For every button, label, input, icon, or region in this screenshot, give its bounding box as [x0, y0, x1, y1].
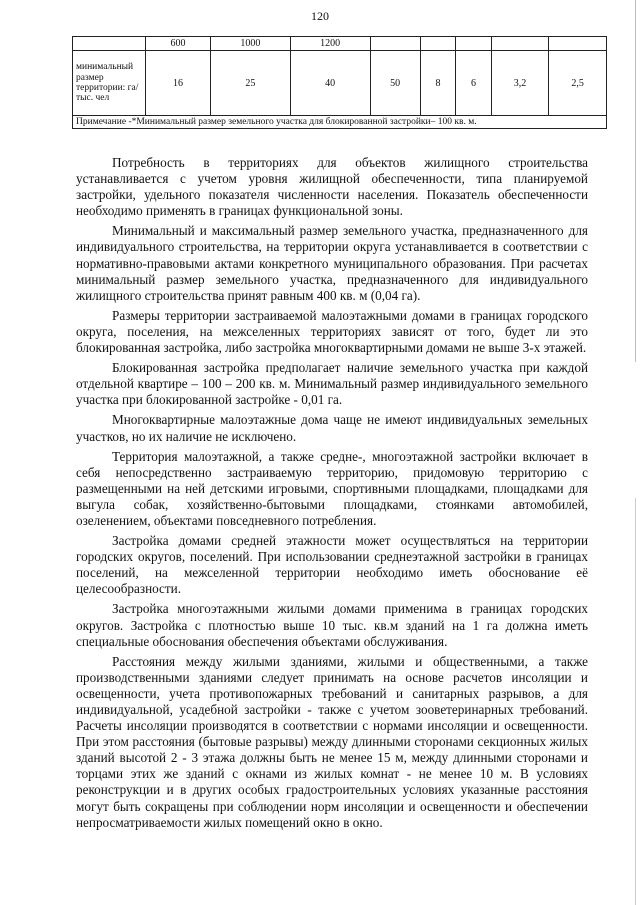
paragraph: Расстояния между жилыми зданиями, жилыми и общественными, а также производственными зданиями следует принимать на основе расчетов инсоляции и освещенности, учета противопожарных требований и санитарных разрывов, а для индивидуальной, усадебной застройки - также с учетом зооветеринарных требований. Расчеты инсоляции производятся в соответствии с нормами инсоляции и освещенности. При этом расстояния (бытовые разрывы) между длинными сторонами секционных жилых зданий высотой 2 - 3 этажа должны быть не менее 15 м, между длинными сторонами и торцами этих же зданий с окнами из жилых комнат - не менее 10 м. В условиях реконструкции и в других особых градостроительных условиях указанные расстояния могут быть сокращены при соблюдении норм инсоляции и освещенности и обеспечении непросматриваемости жилых помещений окно в окно. — [76, 653, 588, 830]
table-header-row — [73, 37, 607, 51]
scan-edge-line — [635, 0, 636, 905]
table-header-cell: 600 — [146, 37, 211, 51]
table-cell: 50 — [370, 51, 420, 116]
table-cell: 40 — [290, 51, 370, 116]
table-cell: 16 — [146, 51, 211, 116]
table-header-cell: 1200 — [290, 37, 370, 51]
paragraph: Блокированная застройка предполагает наличие земельного участка при каждой отдельной квартире – 100 – 200 кв. м. Минимальный размер индивидуального земельного участка при блокированной застройке - 0,01 га. — [76, 360, 588, 408]
table-cell: 8 — [420, 51, 455, 116]
table-header-cell — [491, 37, 549, 51]
paragraph: Минимальный и максимальный размер земельного участка, предназначенного для индивидуального строительства, на территории округа устанавливается в соответствии с нормативно-правовыми актами конкретного муниципального образования. При расчетах минимальный размер земельного участка, предназначенного для индивидуального жилищного строительства принят равным 400 кв. м (0,04 га). — [76, 223, 588, 303]
table-header-cell — [370, 37, 420, 51]
table-row — [73, 51, 607, 116]
table-header-cell — [549, 37, 607, 51]
paragraph: Размеры территории застраиваемой малоэтажными домами в границах городского округа, поселения, на межселенных территориях зависят от того, будет ли это блокированная застройка, либо застройка многоквартирными домами не выше 3-х этажей. — [76, 307, 588, 356]
paragraph: Потребность в территориях для объектов жилищного строительства устанавливается с учетом уровня жилищной обеспеченности, типа планируемой застройки, удельного показателя численности населения. Показатель обеспеченности необходимо применять в границах функциональной зоны. — [76, 155, 588, 219]
table-header-cell — [456, 37, 491, 51]
table-cell: 6 — [456, 51, 491, 116]
table-header-cell — [73, 37, 146, 51]
body-text — [76, 155, 588, 835]
paragraph: Застройка многоэтажными жилыми домами применима в границах городских округов. Застройка с плотностью выше 10 тыс. кв.м зданий на 1 га должна иметь специальные обоснования обеспечения объектами обслуживания. — [76, 601, 588, 649]
table-cell: 3,2 — [491, 51, 549, 116]
paragraph: Территория малоэтажной, а также средне-, многоэтажной застройки включает в себя непосредственно застраиваемую территорию, придомовую территорию с размещенными на ней детскими игровыми, спортивными площадками, площадками для выгула собак, хозяйственно-бытовыми площадками, стоянками автомобилей, озеленением, объектами повседневного потребления. — [76, 448, 588, 528]
table-header-cell: 1000 — [210, 37, 290, 51]
table-header-cell — [420, 37, 455, 51]
table-note: Примечание -*Минимальный размер земельного участка для блокированной застройки– 100 кв. м. — [73, 116, 607, 129]
paragraph: Застройка домами средней этажности может осуществляться на территории городских округов, поселений. При использовании среднеэтажной застройки в границах поселений, на межселенной территории необходимо иметь обоснование её целесообразности. — [76, 533, 588, 597]
table-note-row — [73, 116, 607, 129]
paragraph: Многоквартирные малоэтажные дома чаще не имеют индивидуальных земельных участков, но их наличие не исключено. — [76, 412, 588, 444]
row-label: минимальный размер территории: га/тыс. чел — [73, 51, 146, 116]
table-cell: 2,5 — [549, 51, 607, 116]
table-cell: 25 — [210, 51, 290, 116]
page-number: 120 — [311, 9, 329, 23]
territory-norms-table — [72, 36, 607, 129]
